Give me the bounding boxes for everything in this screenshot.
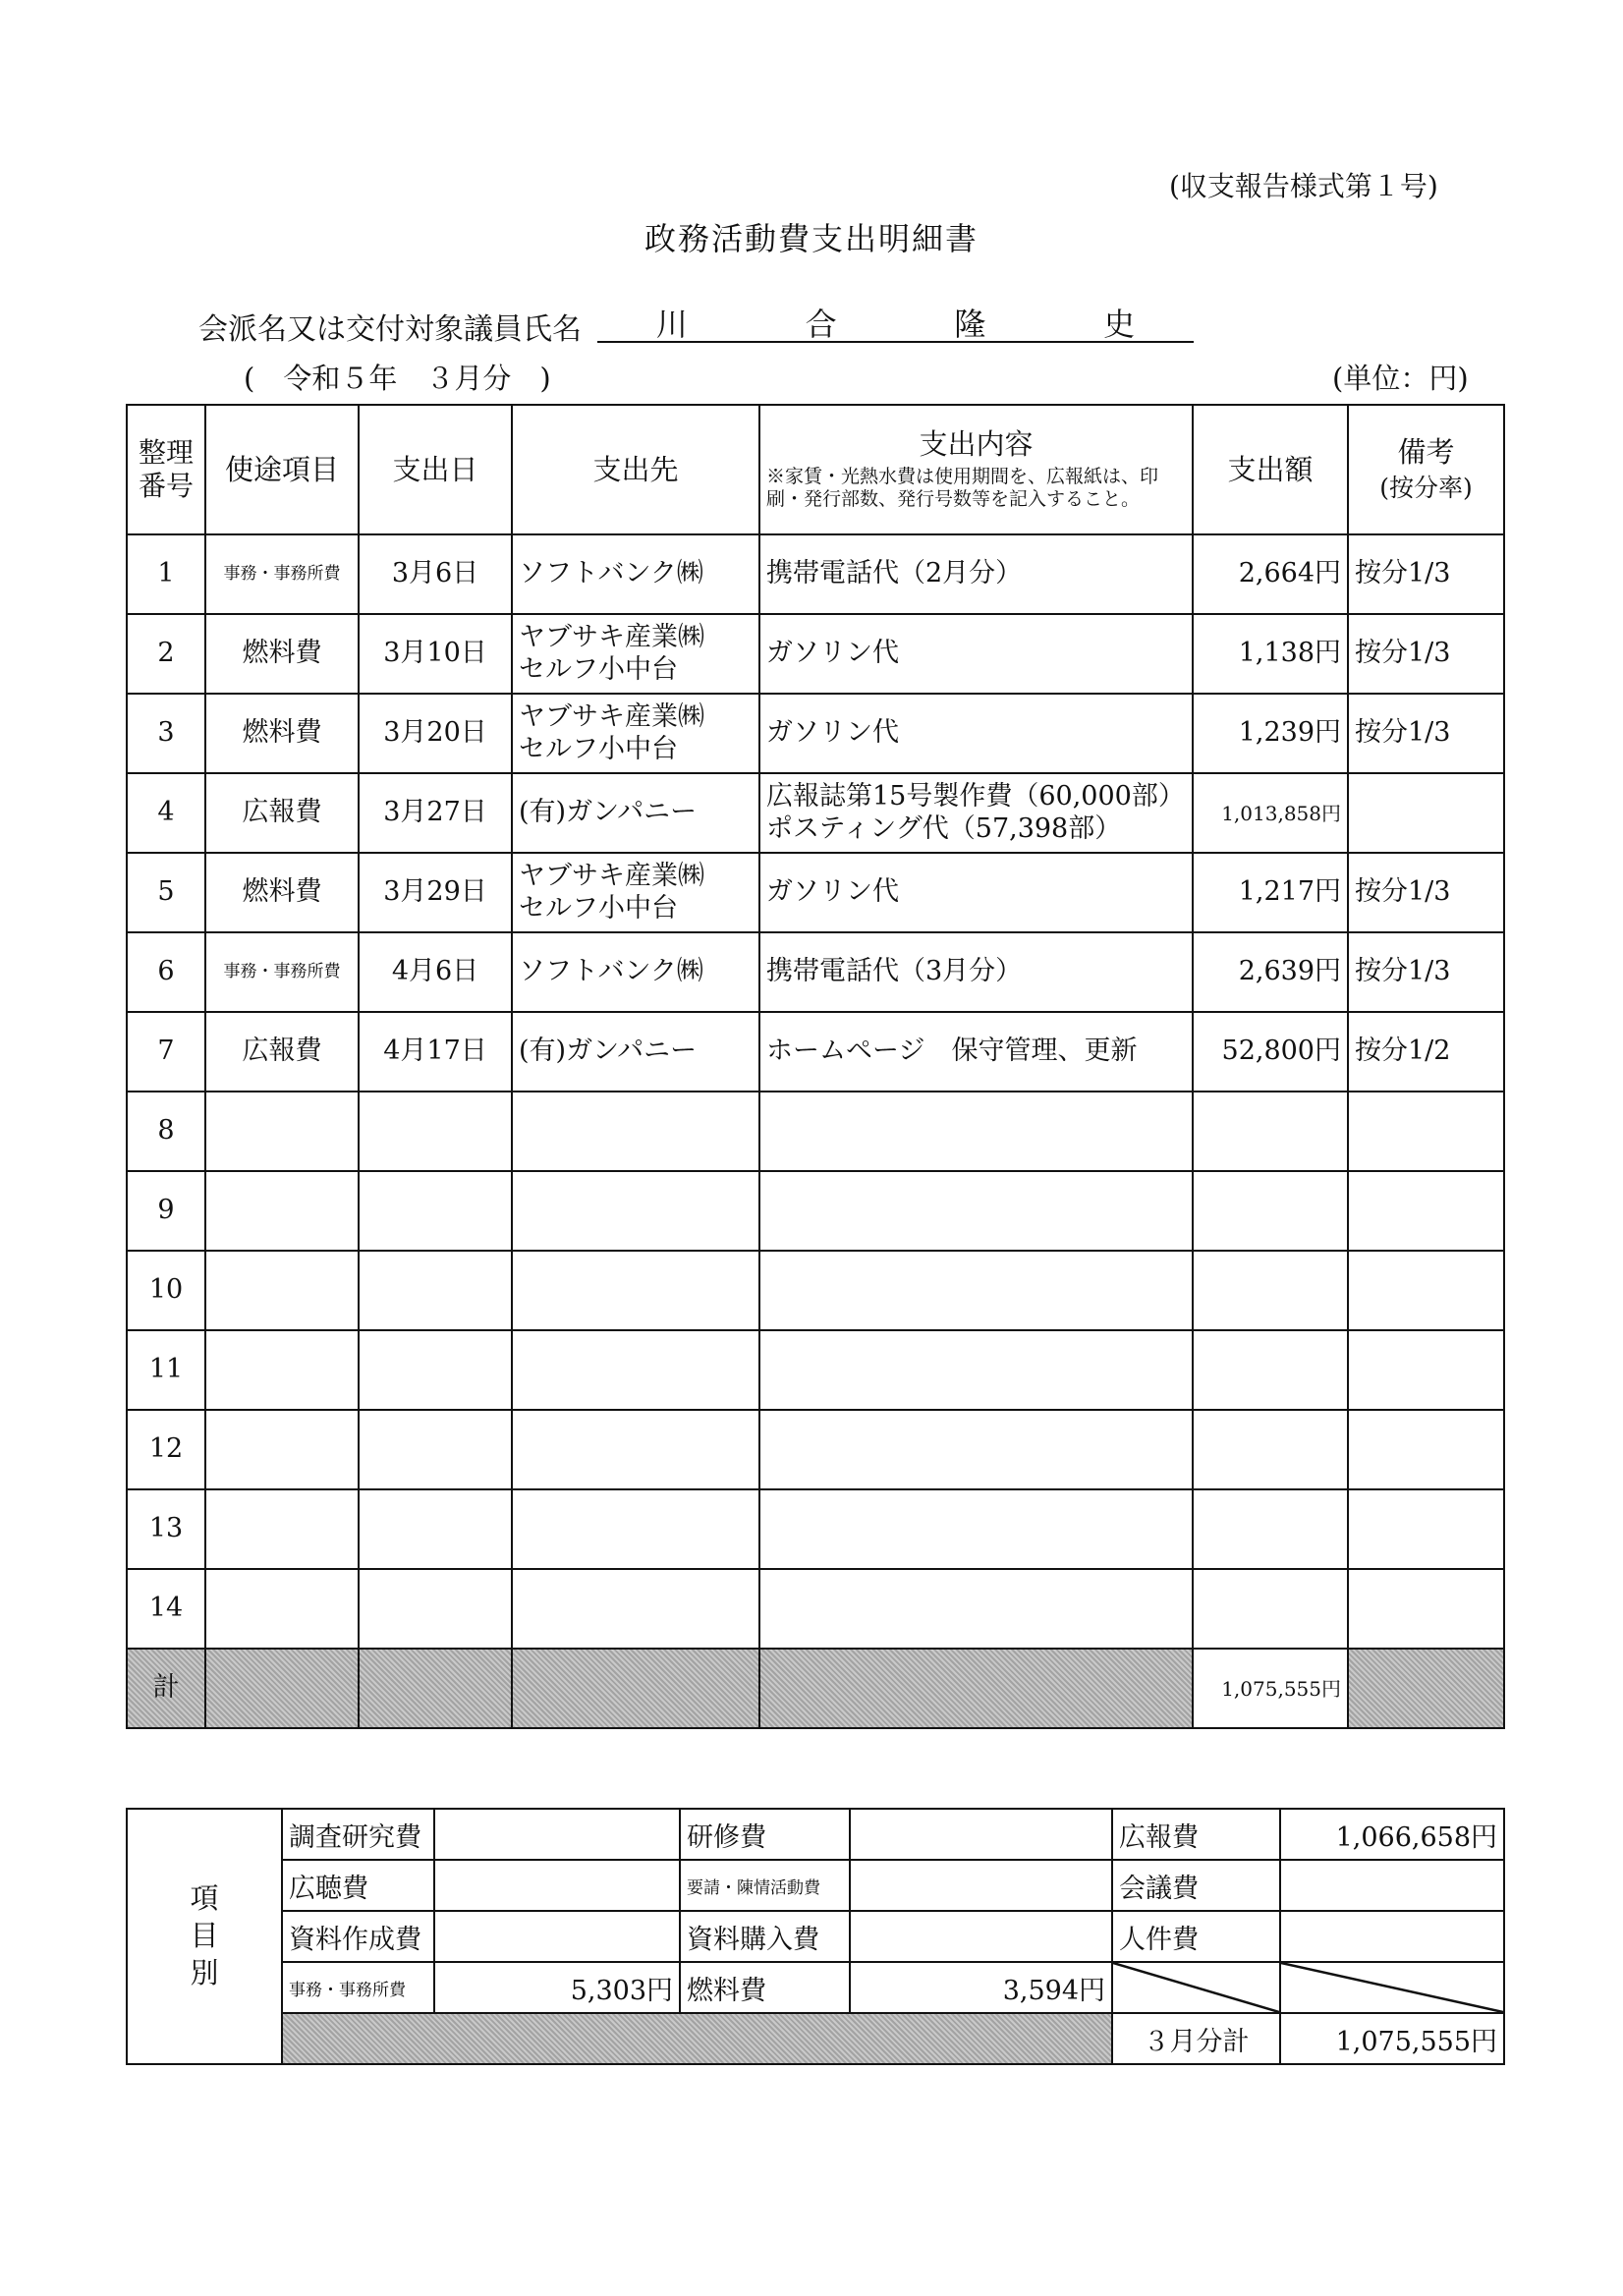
table-row bbox=[127, 1012, 1504, 1092]
summary-value bbox=[850, 1809, 1112, 1860]
summary-label: 資料購入費 bbox=[680, 1911, 850, 1962]
row-content: 広報誌第15号製作費（60,000部） ポスティング代（57,398部） bbox=[759, 773, 1193, 853]
summary-label: 人件費 bbox=[1112, 1911, 1280, 1962]
row-content: ガソリン代 bbox=[759, 853, 1193, 932]
summary-value bbox=[850, 1860, 1112, 1911]
row-date bbox=[359, 1410, 512, 1489]
row-date bbox=[359, 1569, 512, 1649]
row-content bbox=[759, 1251, 1193, 1330]
row-remarks bbox=[1348, 1092, 1504, 1171]
row-no: 5 bbox=[127, 853, 205, 932]
summary-row bbox=[127, 1809, 1504, 1860]
row-remarks: 按分1/3 bbox=[1348, 932, 1504, 1012]
member-name-char: 隆 bbox=[954, 306, 986, 343]
summary-row bbox=[127, 1860, 1504, 1911]
row-payee: ソフトバンク㈱ bbox=[512, 932, 759, 1012]
row-content bbox=[759, 1330, 1193, 1410]
row-content bbox=[759, 1171, 1193, 1251]
row-purpose: 広報費 bbox=[205, 773, 359, 853]
table-row bbox=[127, 1489, 1504, 1569]
header-remarks-sub: (按分率) bbox=[1379, 474, 1473, 502]
row-remarks: 按分1/3 bbox=[1348, 694, 1504, 773]
table-row bbox=[127, 1171, 1504, 1251]
summary-label: 調査研究費 bbox=[282, 1809, 434, 1860]
row-amount bbox=[1193, 1092, 1348, 1171]
table-row bbox=[127, 1410, 1504, 1489]
summary-row bbox=[127, 1911, 1504, 1962]
row-no: 8 bbox=[127, 1092, 205, 1171]
header-purpose: 使途項目 bbox=[205, 405, 359, 534]
summary-shade bbox=[282, 2013, 1112, 2064]
table-row bbox=[127, 534, 1504, 614]
row-amount: 1,013,858円 bbox=[1193, 773, 1348, 853]
row-amount: 1,138円 bbox=[1193, 614, 1348, 694]
total-shade bbox=[1348, 1649, 1504, 1728]
row-purpose bbox=[205, 1410, 359, 1489]
row-payee bbox=[512, 1251, 759, 1330]
row-payee: ソフトバンク㈱ bbox=[512, 534, 759, 614]
row-purpose: 燃料費 bbox=[205, 853, 359, 932]
row-remarks bbox=[1348, 1410, 1504, 1489]
row-date: 3月10日 bbox=[359, 614, 512, 694]
table-row bbox=[127, 1092, 1504, 1171]
row-content: 携帯電話代（2月分） bbox=[759, 534, 1193, 614]
row-date bbox=[359, 1489, 512, 1569]
row-date bbox=[359, 1330, 512, 1410]
row-amount: 52,800円 bbox=[1193, 1012, 1348, 1092]
row-remarks: 按分1/3 bbox=[1348, 534, 1504, 614]
row-purpose bbox=[205, 1092, 359, 1171]
total-shade bbox=[512, 1649, 759, 1728]
member-name-char: 合 bbox=[805, 306, 837, 343]
summary-label: 事務・事務所費 bbox=[282, 1962, 434, 2013]
total-label: 計 bbox=[127, 1649, 205, 1728]
row-no: 1 bbox=[127, 534, 205, 614]
table-row bbox=[127, 1251, 1504, 1330]
header-payee: 支出先 bbox=[512, 405, 759, 534]
row-payee bbox=[512, 1330, 759, 1410]
row-remarks: 按分1/2 bbox=[1348, 1012, 1504, 1092]
row-no: 6 bbox=[127, 932, 205, 1012]
row-purpose: 事務・事務所費 bbox=[205, 534, 359, 614]
row-no: 3 bbox=[127, 694, 205, 773]
summary-value bbox=[434, 1911, 680, 1962]
row-no: 4 bbox=[127, 773, 205, 853]
summary-value bbox=[850, 1911, 1112, 1962]
table-row bbox=[127, 1569, 1504, 1649]
header-content-title: 支出内容 bbox=[919, 426, 1034, 461]
table-row bbox=[127, 853, 1504, 932]
row-date bbox=[359, 1251, 512, 1330]
summary-diagonal bbox=[1280, 1962, 1504, 2013]
summary-value bbox=[434, 1860, 680, 1911]
row-payee bbox=[512, 1092, 759, 1171]
summary-label: 広報費 bbox=[1112, 1809, 1280, 1860]
row-content bbox=[759, 1410, 1193, 1489]
row-amount bbox=[1193, 1330, 1348, 1410]
summary-label: 要請・陳情活動費 bbox=[680, 1860, 850, 1911]
row-content: ガソリン代 bbox=[759, 694, 1193, 773]
row-no: 13 bbox=[127, 1489, 205, 1569]
summary-total-row bbox=[127, 2013, 1504, 2064]
summary-value: 3,594円 bbox=[850, 1962, 1112, 2013]
table-row bbox=[127, 932, 1504, 1012]
table-row bbox=[127, 614, 1504, 694]
row-amount bbox=[1193, 1171, 1348, 1251]
row-payee: ヤブサキ産業㈱ セルフ小中台 bbox=[512, 694, 759, 773]
summary-value bbox=[1280, 1911, 1504, 1962]
row-purpose bbox=[205, 1569, 359, 1649]
row-payee: (有)ガンパニー bbox=[512, 1012, 759, 1092]
member-name-char: 史 bbox=[1103, 306, 1136, 343]
row-payee bbox=[512, 1410, 759, 1489]
summary-value bbox=[434, 1809, 680, 1860]
header-content-note: ※家賃・光熱水費は使用期間を、広報紙は、印刷・発行部数、発行号数等を記入すること。 bbox=[766, 465, 1159, 511]
row-amount: 2,639円 bbox=[1193, 932, 1348, 1012]
expense-table bbox=[126, 404, 1505, 1729]
month-total-label: ３月分計 bbox=[1112, 2013, 1280, 2064]
row-payee bbox=[512, 1569, 759, 1649]
table-row bbox=[127, 694, 1504, 773]
row-amount: 1,217円 bbox=[1193, 853, 1348, 932]
summary-diagonal bbox=[1112, 1962, 1280, 2013]
table-row bbox=[127, 1330, 1504, 1410]
total-shade bbox=[205, 1649, 359, 1728]
row-payee: (有)ガンパニー bbox=[512, 773, 759, 853]
party-label: 会派名又は交付対象議員氏名 bbox=[198, 312, 582, 347]
summary-label: 研修費 bbox=[680, 1809, 850, 1860]
category-label: 項目別 bbox=[127, 1809, 282, 2064]
summary-row bbox=[127, 1962, 1504, 2013]
row-date: 3月29日 bbox=[359, 853, 512, 932]
row-purpose: 燃料費 bbox=[205, 694, 359, 773]
row-purpose bbox=[205, 1330, 359, 1410]
header-remarks bbox=[1348, 405, 1504, 534]
total-shade bbox=[759, 1649, 1193, 1728]
row-purpose bbox=[205, 1251, 359, 1330]
row-content bbox=[759, 1489, 1193, 1569]
row-amount: 1,239円 bbox=[1193, 694, 1348, 773]
row-date: 3月20日 bbox=[359, 694, 512, 773]
summary-label: 燃料費 bbox=[680, 1962, 850, 2013]
row-no: 14 bbox=[127, 1569, 205, 1649]
table-header-row bbox=[127, 405, 1504, 534]
row-no: 12 bbox=[127, 1410, 205, 1489]
table-row bbox=[127, 773, 1504, 853]
summary-value: 5,303円 bbox=[434, 1962, 680, 2013]
row-payee bbox=[512, 1489, 759, 1569]
total-shade bbox=[359, 1649, 512, 1728]
row-no: 7 bbox=[127, 1012, 205, 1092]
category-summary-table bbox=[126, 1808, 1505, 2065]
row-amount bbox=[1193, 1489, 1348, 1569]
row-remarks bbox=[1348, 1171, 1504, 1251]
row-date bbox=[359, 1171, 512, 1251]
row-remarks bbox=[1348, 1489, 1504, 1569]
form-number: (収支報告様式第１号) bbox=[1169, 170, 1438, 202]
row-purpose: 広報費 bbox=[205, 1012, 359, 1092]
row-amount bbox=[1193, 1410, 1348, 1489]
month-total-value: 1,075,555円 bbox=[1280, 2013, 1504, 2064]
row-amount bbox=[1193, 1569, 1348, 1649]
row-date bbox=[359, 1092, 512, 1171]
unit-label: (単位：円) bbox=[1332, 362, 1469, 395]
row-no: 9 bbox=[127, 1171, 205, 1251]
row-date: 3月27日 bbox=[359, 773, 512, 853]
row-purpose bbox=[205, 1489, 359, 1569]
row-remarks: 按分1/3 bbox=[1348, 614, 1504, 694]
member-name bbox=[597, 300, 1194, 343]
summary-value: 1,066,658円 bbox=[1280, 1809, 1504, 1860]
total-amount: 1,075,555円 bbox=[1193, 1649, 1348, 1728]
row-no: 11 bbox=[127, 1330, 205, 1410]
row-date: 3月6日 bbox=[359, 534, 512, 614]
row-remarks: 按分1/3 bbox=[1348, 853, 1504, 932]
row-content bbox=[759, 1092, 1193, 1171]
row-purpose bbox=[205, 1171, 359, 1251]
row-purpose: 燃料費 bbox=[205, 614, 359, 694]
row-date: 4月17日 bbox=[359, 1012, 512, 1092]
member-name-char: 川 bbox=[655, 306, 688, 343]
row-no: 10 bbox=[127, 1251, 205, 1330]
header-amount: 支出額 bbox=[1193, 405, 1348, 534]
row-remarks bbox=[1348, 1251, 1504, 1330]
row-remarks bbox=[1348, 1569, 1504, 1649]
document-title: 政務活動費支出明細書 bbox=[644, 220, 979, 257]
row-amount bbox=[1193, 1251, 1348, 1330]
row-content bbox=[759, 1569, 1193, 1649]
summary-label: 資料作成費 bbox=[282, 1911, 434, 1962]
row-amount: 2,664円 bbox=[1193, 534, 1348, 614]
header-date: 支出日 bbox=[359, 405, 512, 534]
row-payee: ヤブサキ産業㈱ セルフ小中台 bbox=[512, 853, 759, 932]
header-no: 整理番号 bbox=[127, 405, 205, 534]
header-content bbox=[759, 405, 1193, 534]
summary-label: 広聴費 bbox=[282, 1860, 434, 1911]
period: ( 令和５年 ３月分 ) bbox=[244, 362, 551, 395]
row-remarks bbox=[1348, 1330, 1504, 1410]
header-remarks-title: 備考 bbox=[1397, 435, 1455, 470]
row-content: 携帯電話代（3月分） bbox=[759, 932, 1193, 1012]
summary-label: 会議費 bbox=[1112, 1860, 1280, 1911]
row-content: ホームページ 保守管理、更新 bbox=[759, 1012, 1193, 1092]
total-row bbox=[127, 1649, 1504, 1728]
row-remarks bbox=[1348, 773, 1504, 853]
row-content: ガソリン代 bbox=[759, 614, 1193, 694]
row-no: 2 bbox=[127, 614, 205, 694]
row-purpose: 事務・事務所費 bbox=[205, 932, 359, 1012]
row-payee: ヤブサキ産業㈱ セルフ小中台 bbox=[512, 614, 759, 694]
row-date: 4月6日 bbox=[359, 932, 512, 1012]
summary-value bbox=[1280, 1860, 1504, 1911]
row-payee bbox=[512, 1171, 759, 1251]
